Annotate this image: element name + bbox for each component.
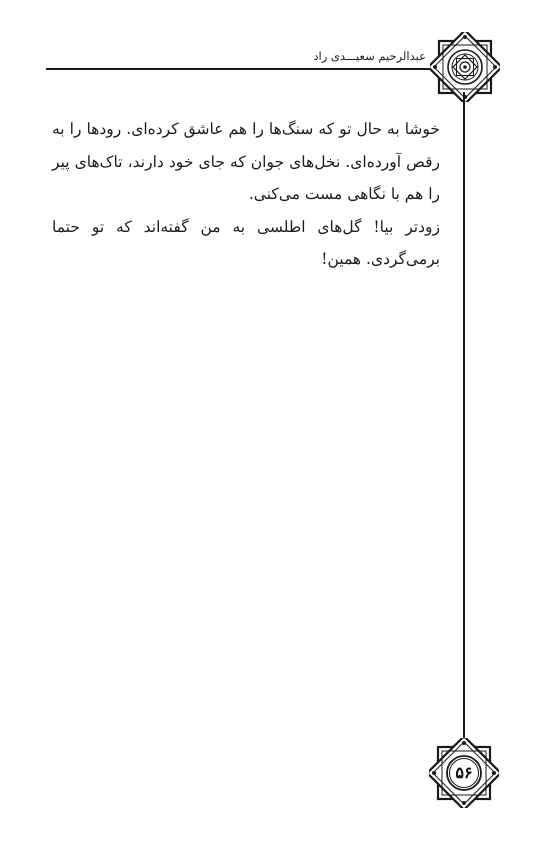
paragraph-2: زودتر بیا! گل‌های اطلسی به من گفته‌اند که تو حتما برمی‌گردی. همین! [52, 217, 440, 268]
star-ornament-icon [430, 32, 500, 102]
page-number: ۵۶ [455, 763, 473, 782]
body-text [52, 113, 440, 276]
side-rule [463, 92, 465, 744]
header-rule [46, 68, 438, 70]
running-header-author: عبدالرحیم سعیـــدی راد [313, 49, 426, 63]
paragraph-1: خوشا به حال تو که سنگ‌ها را هم عاشق کرده‌ای. رودها را به رقص آورده‌ای. نخل‌های جوان که جای خود دارند، تاک‌های پیر را هم با نگاهی مست می‌کنی. [52, 120, 440, 203]
